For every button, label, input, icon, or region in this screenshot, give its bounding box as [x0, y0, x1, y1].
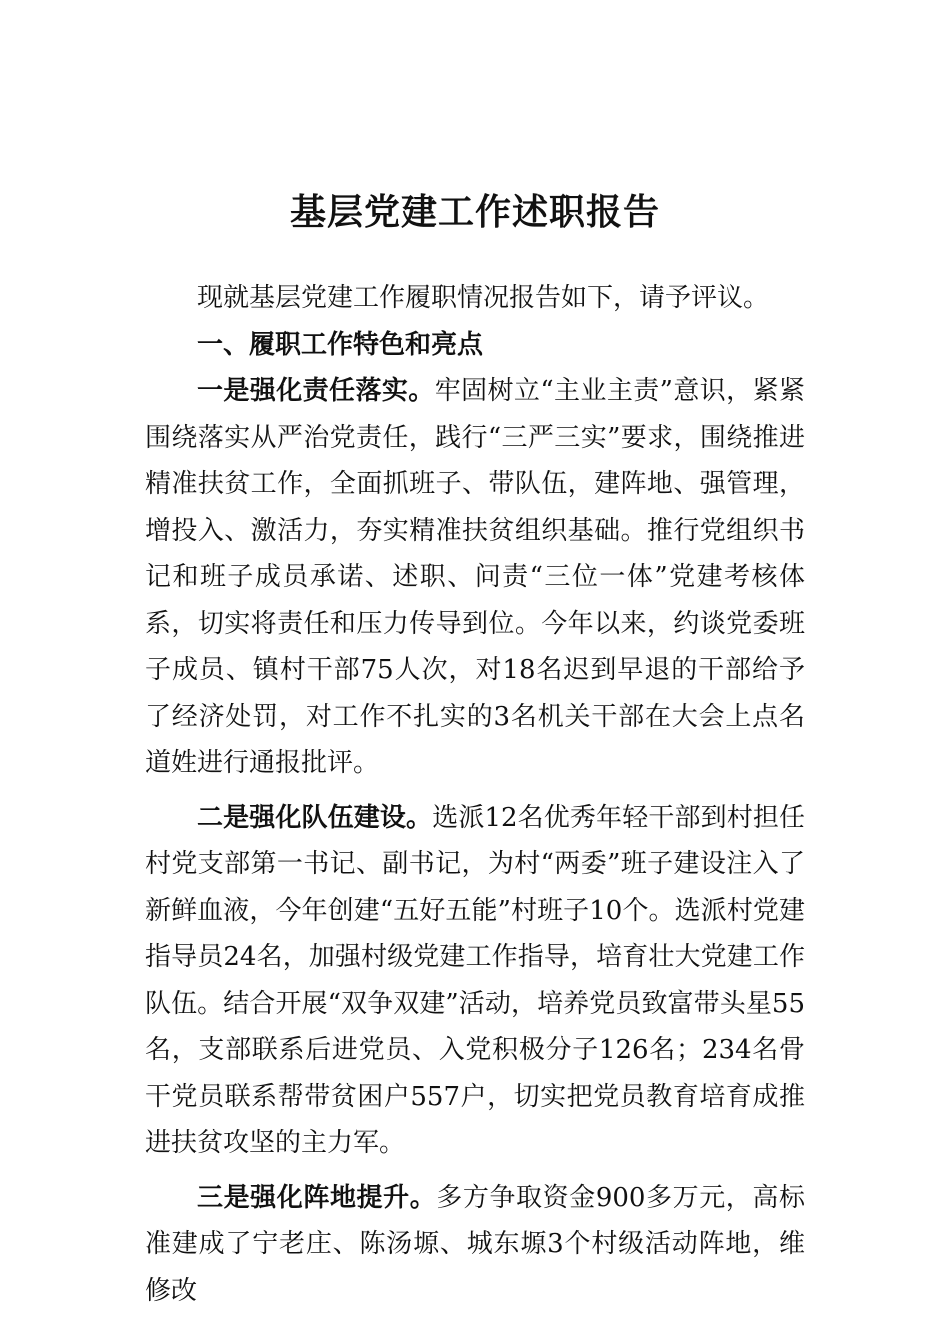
paragraph-body: 牢固树立“主业主责”意识，紧紧围绕落实从严治党责任，践行“三严三实”要求，围绕推进精准扶贫工作，全面抓班子、带队伍，建阵地、强管理，增投入、激活力，夯实精准扶贫组织基础。推行党组织书记和班子成员承诺、述职、问责“三位一体”党建考核体系，切实将责任和压力传导到位。今年以来，约谈党委班子成员、镇村干部75人次，对18名迟到早退的干部给予了经济处罚，对工作不扎实的3名机关干部在大会上点名道姓进行通报批评。: [145, 376, 805, 778]
document-page: [145, 185, 805, 1314]
paragraph-responsibility: [145, 368, 805, 787]
document-title: 基层党建工作述职报告: [289, 191, 660, 233]
paragraph-body: 多方争取资金900多万元，高标准建成了宁老庄、陈汤塬、城东塬3个村级活动阵地，维修改: [145, 1182, 805, 1306]
paragraph-lead: 一是强化责任落实。: [197, 376, 435, 406]
paragraph-lead: 二是强化队伍建设。: [197, 802, 433, 833]
paragraph-position-upgrade: [145, 1175, 805, 1315]
section-heading: 一、履职工作特色和亮点: [197, 329, 484, 360]
paragraph-lead: 三是强化阵地提升。: [197, 1182, 437, 1213]
paragraph-team-building: [145, 795, 805, 1167]
intro-paragraph: 现就基层党建工作履职情况报告如下，请予评议。: [197, 283, 770, 313]
paragraph-body: 选派12名优秀年轻干部到村担任村党支部第一书记、副书记，为村“两委”班子建设注入了新鲜血液，今年创建“五好五能”村班子10个。选派村党建指导员24名，加强村级党建工作指导，培育壮大党建工作队伍。结合开展“双争双建”活动，培养党员致富带头星55名，支部联系后进党员、入党积极分子126名；234名骨干党员联系帮带贫困户557户，切实把党员教育培育成推进扶贫攻坚的主力军。: [145, 802, 805, 1158]
